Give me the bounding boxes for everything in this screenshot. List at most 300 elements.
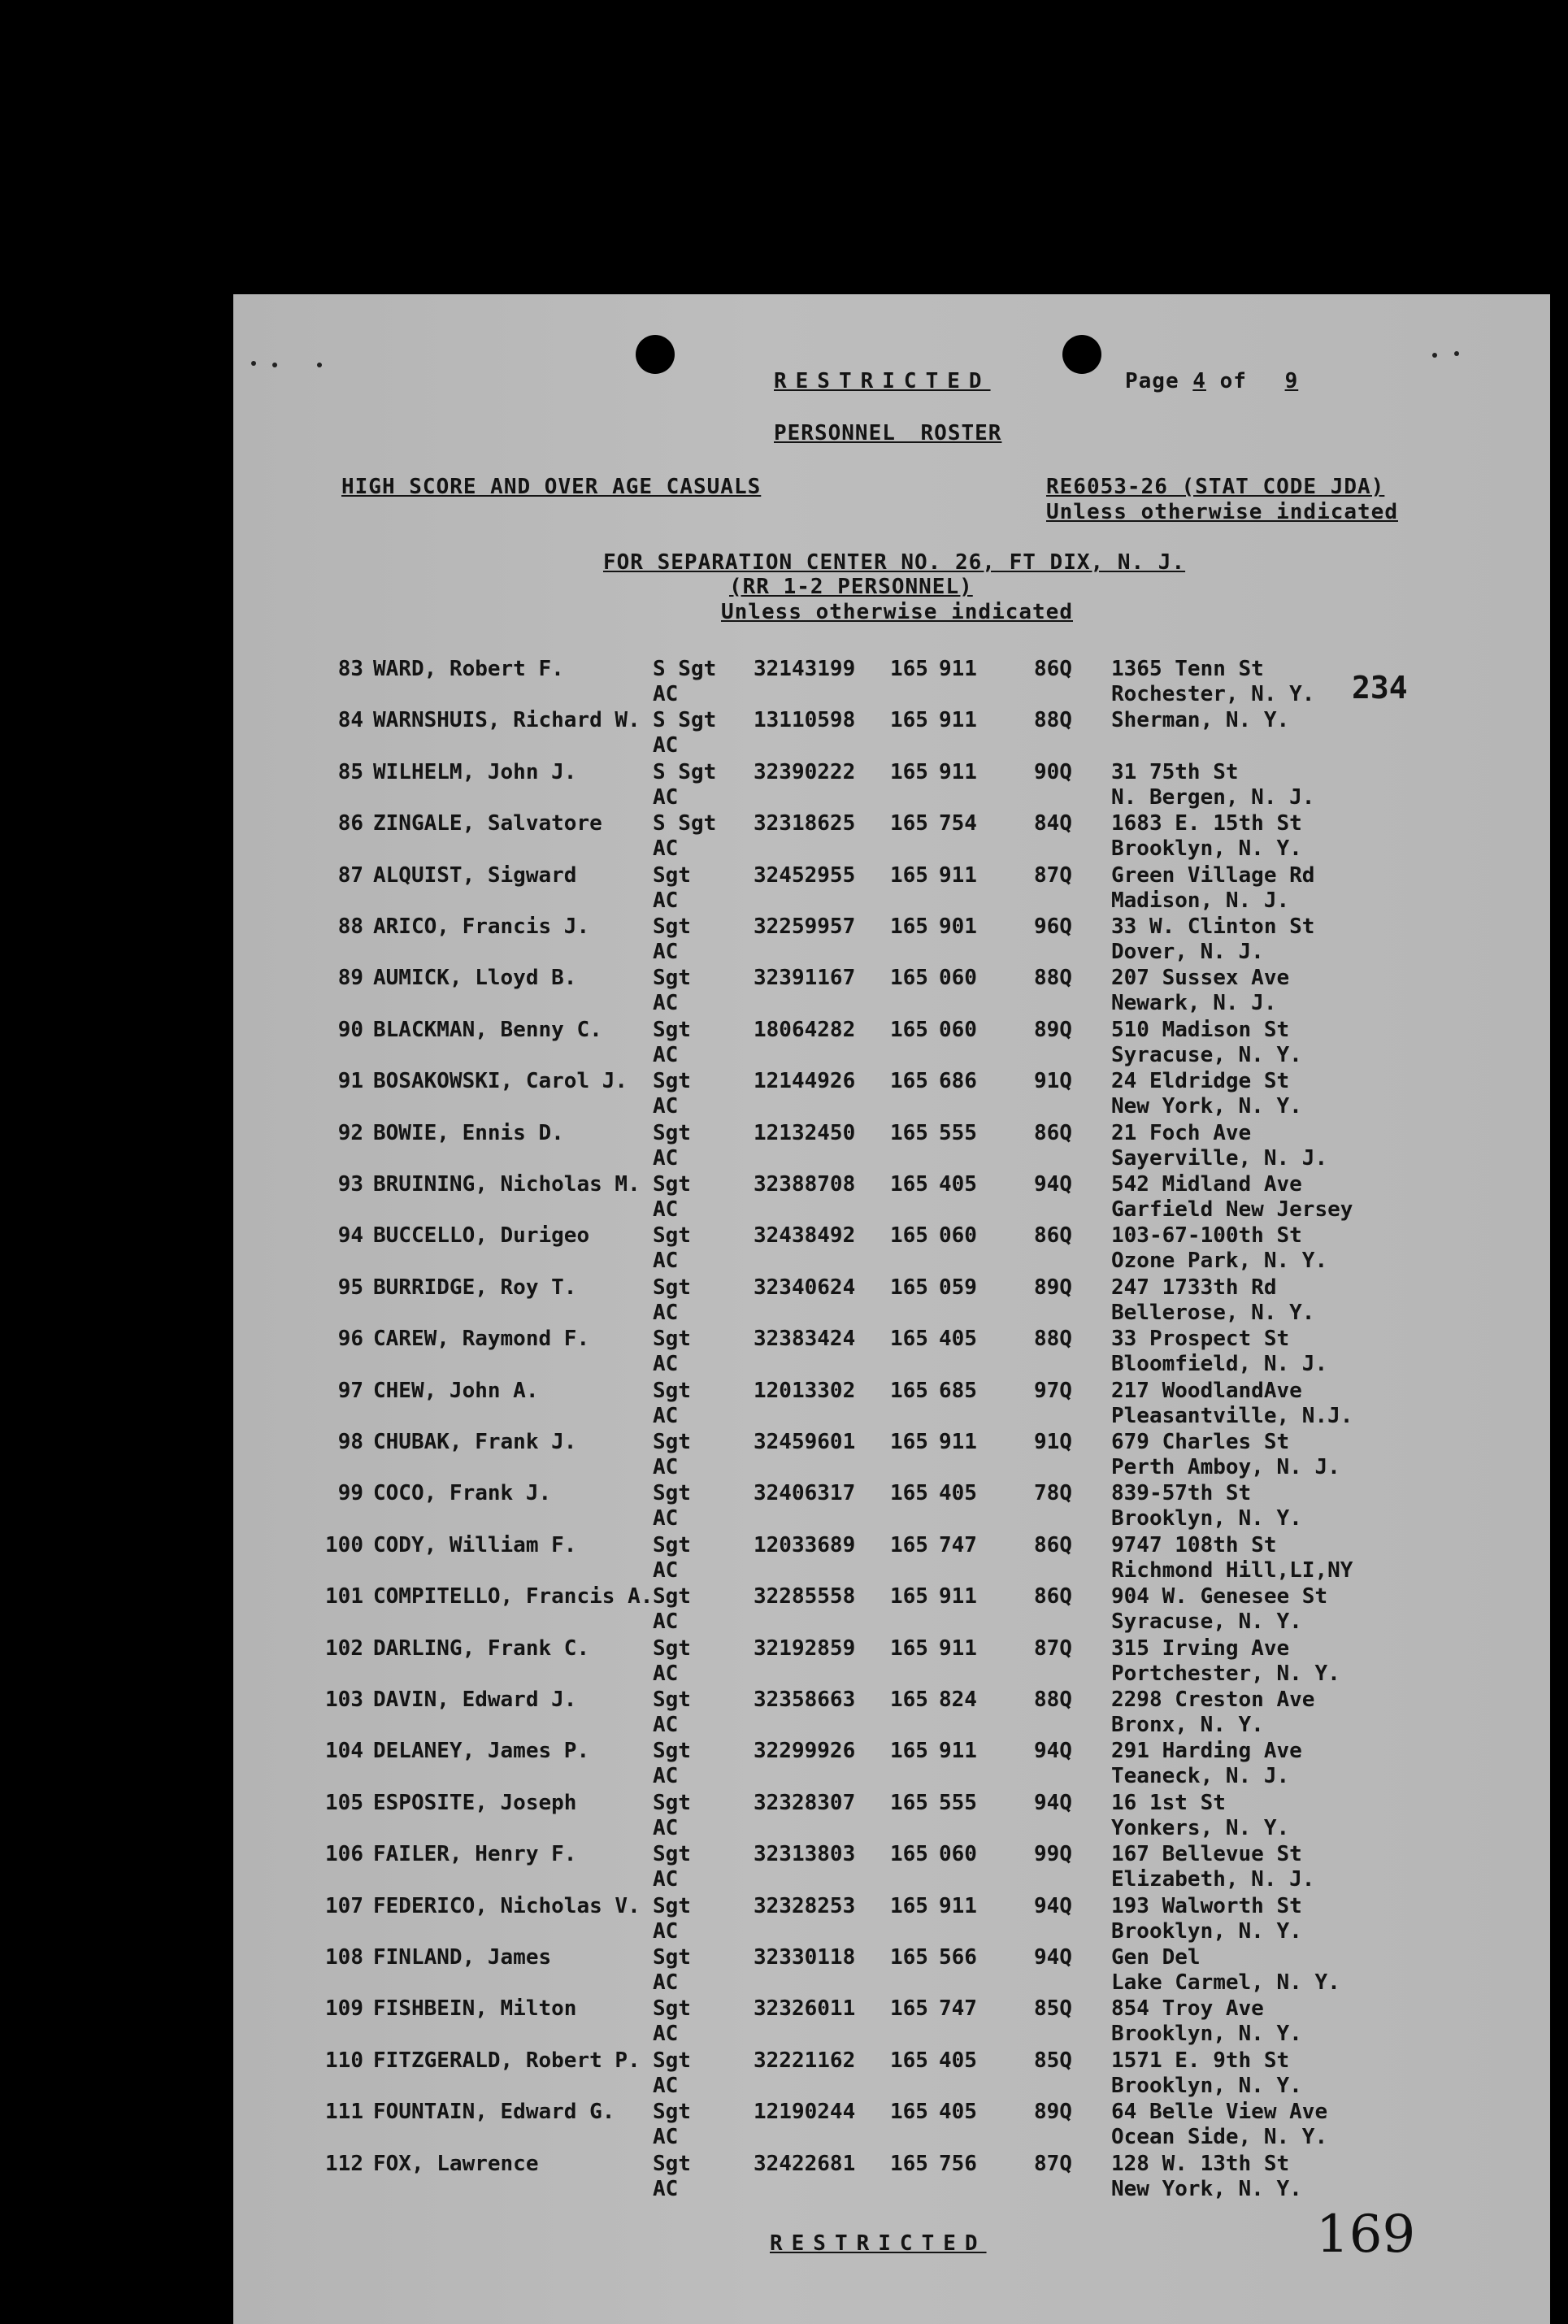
roster-address-line-1: 679 Charles St: [1111, 1430, 1290, 1454]
roster-code-2: 911: [939, 759, 977, 784]
roster-code-1: 165: [890, 1532, 928, 1557]
roster-serial: 12033689: [754, 1532, 856, 1557]
roster-number: 97: [337, 1378, 363, 1403]
roster-grade: Sgt: [653, 1945, 691, 1970]
roster-address-line-1: 904 W. Genesee St: [1111, 1584, 1328, 1609]
roster-grade: Sgt: [653, 1378, 691, 1403]
roster-number: 93: [337, 1172, 363, 1197]
roster-grade: Sgt: [653, 1120, 691, 1145]
roster-address-line-1: 103-67-100th St: [1111, 1223, 1302, 1249]
table-row: [233, 657, 1550, 708]
roster-address-line-2: Teaneck, N. J.: [1111, 1764, 1290, 1789]
roster-grade: Sgt: [653, 1790, 691, 1815]
roster-address-line-2: Elizabeth, N. J.: [1111, 1867, 1315, 1892]
roster-grade: Sgt: [653, 966, 691, 991]
roster-grade: Sgt: [653, 1172, 691, 1197]
roster-serial: 32388708: [754, 1172, 856, 1197]
table-row: [233, 708, 1550, 759]
roster-code-2: 911: [939, 1430, 977, 1454]
roster-code-3: 94Q: [1034, 1172, 1072, 1197]
roster-code-2: 060: [939, 966, 977, 991]
roster-address-line-1: Green Village Rd: [1111, 862, 1315, 888]
roster-code-2: 405: [939, 1481, 977, 1506]
roster-name: BRUINING, Nicholas M.: [373, 1172, 641, 1197]
roster-arm: AC: [653, 1557, 679, 1583]
roster-address-line-1: 33 W. Clinton St: [1111, 914, 1315, 939]
roster-arm: AC: [653, 1455, 679, 1479]
roster-grade: Sgt: [653, 862, 691, 888]
roster-code-1: 165: [890, 2151, 928, 2176]
roster-number: 90: [337, 1017, 363, 1042]
document-page: [233, 294, 1550, 2324]
table-row: [233, 1430, 1550, 1481]
roster-serial: 32391167: [754, 966, 856, 991]
roster-arm: AC: [653, 2176, 679, 2201]
roster-number: 106: [325, 1842, 363, 1867]
roster-code-2: 911: [939, 1635, 977, 1661]
page-label: Page: [1125, 369, 1179, 393]
roster-grade: Sgt: [653, 1069, 691, 1094]
roster-code-1: 165: [890, 1945, 928, 1970]
roster-code-2: 901: [939, 914, 977, 939]
roster-name: COCO, Frank J.: [373, 1481, 552, 1506]
roster-address-line-2: Ozone Park, N. Y.: [1111, 1249, 1328, 1274]
roster-name: FAILER, Henry F.: [373, 1842, 577, 1867]
roster-arm: AC: [653, 888, 679, 913]
table-row: [233, 1327, 1550, 1378]
roster-arm: AC: [653, 1403, 679, 1428]
roster-code-2: 911: [939, 1739, 977, 1764]
roster-address-line-1: Gen Del: [1111, 1945, 1201, 1970]
roster-code-3: 88Q: [1034, 1327, 1072, 1352]
roster-code-3: 86Q: [1034, 1532, 1072, 1557]
roster-grade: Sgt: [653, 1430, 691, 1454]
roster-grade: Sgt: [653, 914, 691, 939]
table-row: [233, 1379, 1550, 1430]
roster-code-2: 911: [939, 1893, 977, 1918]
roster-address-line-1: 1683 E. 15th St: [1111, 811, 1302, 836]
roster-code-3: 86Q: [1034, 1223, 1072, 1249]
roster-code-1: 165: [890, 966, 928, 991]
roster-code-3: 94Q: [1034, 1790, 1072, 1815]
roster-name: CHUBAK, Frank J.: [373, 1430, 577, 1454]
roster-serial: 32438492: [754, 1223, 856, 1249]
roster-number: 102: [325, 1635, 363, 1661]
table-row: [233, 1533, 1550, 1584]
roster-arm: AC: [653, 940, 679, 964]
roster-serial: 13110598: [754, 708, 856, 733]
page-number: 4: [1192, 369, 1206, 393]
roster-code-3: 86Q: [1034, 657, 1072, 681]
reference-code: RE6053-26 (STAT CODE JDA): [1046, 475, 1385, 499]
roster-serial: 32299926: [754, 1739, 856, 1764]
roster-code-3: 94Q: [1034, 1893, 1072, 1918]
roster-grade: Sgt: [653, 1275, 691, 1300]
roster-code-1: 165: [890, 1481, 928, 1506]
roster-code-1: 165: [890, 1275, 928, 1300]
roster-arm: AC: [653, 1970, 679, 1995]
table-row: [233, 1172, 1550, 1223]
roster-code-1: 165: [890, 1172, 928, 1197]
roster-address-line-1: 64 Belle View Ave: [1111, 2100, 1328, 2125]
roster-code-2: 405: [939, 1327, 977, 1352]
roster-code-3: 89Q: [1034, 2100, 1072, 2125]
table-row: [233, 1636, 1550, 1688]
roster-address-line-2: Pleasantville, N.J.: [1111, 1403, 1353, 1428]
roster-address-line-1: 247 1733th Rd: [1111, 1275, 1277, 1300]
roster-address-line-2: Lake Carmel, N. Y.: [1111, 1970, 1340, 1995]
roster-name: AUMICK, Lloyd B.: [373, 966, 577, 991]
destination-note: Unless otherwise indicated: [721, 600, 1073, 624]
roster-address-line-2: Perth Amboy, N. J.: [1111, 1455, 1340, 1479]
table-row: [233, 1069, 1550, 1120]
roster-number: 92: [337, 1120, 363, 1145]
roster-code-1: 165: [890, 1327, 928, 1352]
roster-code-2: 747: [939, 1532, 977, 1557]
roster-arm: AC: [653, 1764, 679, 1789]
roster-grade: Sgt: [653, 1739, 691, 1764]
roster-code-1: 165: [890, 1739, 928, 1764]
roster-number: 94: [337, 1223, 363, 1249]
roster-code-1: 165: [890, 811, 928, 836]
roster-code-1: 165: [890, 1635, 928, 1661]
roster-code-2: 405: [939, 2048, 977, 2073]
roster-code-2: 911: [939, 862, 977, 888]
roster-code-2: 747: [939, 1996, 977, 2022]
roster-arm: AC: [653, 836, 679, 862]
table-row: [233, 1018, 1550, 1069]
roster-address-line-2: Brooklyn, N. Y.: [1111, 1918, 1302, 1944]
roster-grade: Sgt: [653, 2151, 691, 2176]
roster-number: 89: [337, 966, 363, 991]
table-row: [233, 1842, 1550, 1893]
roster-code-2: 686: [939, 1069, 977, 1094]
roster-arm: AC: [653, 2073, 679, 2098]
roster-code-2: 060: [939, 1223, 977, 1249]
roster-name: DAVIN, Edward J.: [373, 1688, 577, 1712]
roster-serial: 12144926: [754, 1069, 856, 1094]
personnel-type: (RR 1-2 PERSONNEL): [729, 575, 973, 599]
roster-code-2: 911: [939, 708, 977, 733]
roster-serial: 32221162: [754, 2048, 856, 2073]
roster-name: BURRIDGE, Roy T.: [373, 1275, 577, 1300]
roster-code-1: 165: [890, 1069, 928, 1094]
roster-name: COMPITELLO, Francis A.: [373, 1584, 654, 1609]
roster-address-line-1: Sherman, N. Y.: [1111, 708, 1290, 733]
roster-serial: 32459601: [754, 1430, 856, 1454]
roster-arm: AC: [653, 1867, 679, 1892]
punch-hole: [636, 335, 675, 374]
roster-serial: 32422681: [754, 2151, 856, 2176]
roster-number: 100: [325, 1532, 363, 1557]
roster-serial: 18064282: [754, 1017, 856, 1042]
roster-address-line-2: Portchester, N. Y.: [1111, 1661, 1340, 1686]
table-row: [233, 2152, 1550, 2203]
roster-address-line-1: 315 Irving Ave: [1111, 1635, 1290, 1661]
roster-arm: AC: [653, 1094, 679, 1119]
roster-arm: AC: [653, 1661, 679, 1686]
roster-code-3: 87Q: [1034, 1635, 1072, 1661]
speck: [272, 363, 277, 367]
roster-arm: AC: [653, 1197, 679, 1222]
roster-arm: AC: [653, 1609, 679, 1635]
table-row: [233, 2048, 1550, 2100]
roster-arm: AC: [653, 2125, 679, 2150]
stamp-number: 234: [1352, 670, 1408, 706]
roster-code-3: 78Q: [1034, 1481, 1072, 1506]
roster-code-1: 165: [890, 862, 928, 888]
table-row: [233, 966, 1550, 1017]
roster-code-3: 89Q: [1034, 1017, 1072, 1042]
roster-address-line-1: 24 Eldridge St: [1111, 1069, 1290, 1094]
roster-address-line-2: Syracuse, N. Y.: [1111, 1609, 1302, 1635]
roster-code-1: 165: [890, 1790, 928, 1815]
table-row: [233, 1481, 1550, 1532]
roster-code-2: 555: [939, 1790, 977, 1815]
roster-grade: Sgt: [653, 1327, 691, 1352]
roster-number: 96: [337, 1327, 363, 1352]
roster-address-line-1: 854 Troy Ave: [1111, 1996, 1264, 2022]
table-row: [233, 811, 1550, 862]
roster-code-3: 96Q: [1034, 914, 1072, 939]
roster-grade: Sgt: [653, 1635, 691, 1661]
roster-code-3: 88Q: [1034, 966, 1072, 991]
roster-address-line-1: 839-57th St: [1111, 1481, 1252, 1506]
roster-serial: 32326011: [754, 1996, 856, 2022]
page-total: 9: [1284, 369, 1299, 393]
roster-address-line-2: Brooklyn, N. Y.: [1111, 1506, 1302, 1531]
roster-code-2: 911: [939, 657, 977, 681]
roster-number: 101: [325, 1584, 363, 1609]
roster-code-2: 911: [939, 1584, 977, 1609]
roster-address-line-1: 167 Bellevue St: [1111, 1842, 1302, 1867]
roster-address-line-1: 33 Prospect St: [1111, 1327, 1290, 1352]
reference-note: Unless otherwise indicated: [1046, 500, 1398, 524]
roster-arm: AC: [653, 991, 679, 1016]
roster-code-3: 87Q: [1034, 2151, 1072, 2176]
roster-name: FOX, Lawrence: [373, 2151, 539, 2176]
roster-code-3: 91Q: [1034, 1430, 1072, 1454]
roster-grade: S Sgt: [653, 708, 717, 733]
roster-number: 85: [337, 759, 363, 784]
table-row: [233, 1121, 1550, 1172]
roster-name: DARLING, Frank C.: [373, 1635, 590, 1661]
roster-code-3: 88Q: [1034, 708, 1072, 733]
roster-number: 107: [325, 1893, 363, 1918]
table-row: [233, 1223, 1550, 1275]
table-row: [233, 1945, 1550, 1996]
roster-grade: Sgt: [653, 1532, 691, 1557]
roster-serial: 32143199: [754, 657, 856, 681]
roster-name: ESPOSITE, Joseph: [373, 1790, 577, 1815]
table-row: [233, 1996, 1550, 2048]
roster-name: BOSAKOWSKI, Carol J.: [373, 1069, 628, 1094]
roster-number: 104: [325, 1739, 363, 1764]
roster-address-line-2: Ocean Side, N. Y.: [1111, 2125, 1328, 2150]
roster-name: DELANEY, James P.: [373, 1739, 590, 1764]
roster-code-1: 165: [890, 2100, 928, 2125]
roster-address-line-2: Bloomfield, N. J.: [1111, 1352, 1328, 1377]
roster-address-line-2: Bronx, N. Y.: [1111, 1713, 1264, 1737]
roster-grade: Sgt: [653, 1688, 691, 1712]
roster-address-line-2: N. Bergen, N. J.: [1111, 784, 1315, 810]
roster-address-line-1: 291 Harding Ave: [1111, 1739, 1302, 1764]
table-row: [233, 1275, 1550, 1327]
roster-arm: AC: [653, 1249, 679, 1274]
roster-code-3: 99Q: [1034, 1842, 1072, 1867]
roster-code-1: 165: [890, 1378, 928, 1403]
table-row: [233, 1688, 1550, 1739]
roster-code-1: 165: [890, 1430, 928, 1454]
roster-number: 109: [325, 1996, 363, 2022]
roster-code-3: 91Q: [1034, 1069, 1072, 1094]
roster-code-2: 756: [939, 2151, 977, 2176]
roster-arm: AC: [653, 784, 679, 810]
roster-number: 95: [337, 1275, 363, 1300]
roster-code-1: 165: [890, 759, 928, 784]
table-row: [233, 1584, 1550, 1635]
roster-code-3: 85Q: [1034, 2048, 1072, 2073]
roster-code-3: 86Q: [1034, 1120, 1072, 1145]
page-indicator: [1125, 369, 1339, 393]
roster-serial: 32192859: [754, 1635, 856, 1661]
table-row: [233, 914, 1550, 966]
roster-code-1: 165: [890, 1120, 928, 1145]
roster-arm: AC: [653, 1352, 679, 1377]
roster-address-line-2: Yonkers, N. Y.: [1111, 1815, 1290, 1840]
roster-name: CHEW, John A.: [373, 1378, 539, 1403]
roster-code-3: 84Q: [1034, 811, 1072, 836]
page-of-label: of: [1219, 369, 1247, 393]
roster-serial: 32328307: [754, 1790, 856, 1815]
roster-number: 87: [337, 862, 363, 888]
roster-number: 105: [325, 1790, 363, 1815]
roster-address-line-2: Rochester, N. Y.: [1111, 682, 1315, 706]
roster-code-2: 060: [939, 1017, 977, 1042]
roster-name: CODY, William F.: [373, 1532, 577, 1557]
roster-code-1: 165: [890, 1584, 928, 1609]
classification-top: RESTRICTED: [774, 369, 991, 393]
roster-name: WILHELM, John J.: [373, 759, 577, 784]
roster-address-line-2: Garfield New Jersey: [1111, 1197, 1353, 1222]
roster-address-line-1: 207 Sussex Ave: [1111, 966, 1290, 991]
roster-number: 112: [325, 2151, 363, 2176]
roster-number: 91: [337, 1069, 363, 1094]
roster-address-line-2: Dover, N. J.: [1111, 940, 1264, 964]
roster-name: BLACKMAN, Benny C.: [373, 1017, 602, 1042]
speck: [1432, 353, 1437, 358]
roster-arm: AC: [653, 1145, 679, 1171]
speck: [251, 361, 256, 366]
roster-name: FEDERICO, Nicholas V.: [373, 1893, 641, 1918]
table-row: [233, 1894, 1550, 1945]
roster-address-line-2: Madison, N. J.: [1111, 888, 1290, 913]
roster-grade: Sgt: [653, 2048, 691, 2073]
roster-arm: AC: [653, 1300, 679, 1325]
roster-serial: 32328253: [754, 1893, 856, 1918]
roster-arm: AC: [653, 2022, 679, 2047]
roster-name: BOWIE, Ennis D.: [373, 1120, 564, 1145]
roster-name: ZINGALE, Salvatore: [373, 811, 602, 836]
roster-grade: Sgt: [653, 1893, 691, 1918]
roster-code-1: 165: [890, 1688, 928, 1712]
roster-address-line-1: 217 WoodlandAve: [1111, 1378, 1302, 1403]
roster-address-line-1: 16 1st St: [1111, 1790, 1226, 1815]
roster-number: 99: [337, 1481, 363, 1506]
roster-address-line-2: Brooklyn, N. Y.: [1111, 2073, 1302, 2098]
roster-address-line-1: 9747 108th St: [1111, 1532, 1277, 1557]
roster-serial: 32383424: [754, 1327, 856, 1352]
roster-number: 110: [325, 2048, 363, 2073]
table-row: [233, 2100, 1550, 2151]
punch-hole: [1062, 335, 1101, 374]
roster-code-3: 94Q: [1034, 1945, 1072, 1970]
table-row: [233, 760, 1550, 811]
roster-address-line-1: 542 Midland Ave: [1111, 1172, 1302, 1197]
roster-arm: AC: [653, 1815, 679, 1840]
roster-code-3: 89Q: [1034, 1275, 1072, 1300]
roster-code-3: 86Q: [1034, 1584, 1072, 1609]
roster-code-1: 165: [890, 1842, 928, 1867]
roster-code-2: 566: [939, 1945, 977, 1970]
roster-serial: 12190244: [754, 2100, 856, 2125]
group-title: HIGH SCORE AND OVER AGE CASUALS: [341, 475, 762, 499]
roster-code-2: 824: [939, 1688, 977, 1712]
roster-number: 84: [337, 708, 363, 733]
roster-address-line-2: New York, N. Y.: [1111, 1094, 1302, 1119]
roster-serial: 32313803: [754, 1842, 856, 1867]
roster-serial: 32358663: [754, 1688, 856, 1712]
roster-code-2: 685: [939, 1378, 977, 1403]
roster-title: PERSONNEL ROSTER: [774, 421, 1002, 445]
roster-address-line-2: Brooklyn, N. Y.: [1111, 2022, 1302, 2047]
table-row: [233, 863, 1550, 914]
roster-code-3: 85Q: [1034, 1996, 1072, 2022]
roster-code-1: 165: [890, 1893, 928, 1918]
roster-address-line-2: Sayerville, N. J.: [1111, 1145, 1328, 1171]
roster-name: WARNSHUIS, Richard W.: [373, 708, 641, 733]
roster-address-line-2: Syracuse, N. Y.: [1111, 1042, 1302, 1067]
roster-code-2: 405: [939, 2100, 977, 2125]
roster-serial: 32340624: [754, 1275, 856, 1300]
roster-code-3: 97Q: [1034, 1378, 1072, 1403]
roster-arm: AC: [653, 682, 679, 706]
roster-number: 86: [337, 811, 363, 836]
roster-name: FISHBEIN, Milton: [373, 1996, 577, 2022]
roster-grade: S Sgt: [653, 811, 717, 836]
roster-code-2: 555: [939, 1120, 977, 1145]
roster-code-2: 405: [939, 1172, 977, 1197]
roster-name: ARICO, Francis J.: [373, 914, 590, 939]
roster-code-1: 165: [890, 1017, 928, 1042]
roster-address-line-1: 193 Walworth St: [1111, 1893, 1302, 1918]
roster-name: FOUNTAIN, Edward G.: [373, 2100, 615, 2125]
roster-address-line-1: 31 75th St: [1111, 759, 1239, 784]
roster-number: 83: [337, 657, 363, 681]
roster-code-3: 88Q: [1034, 1688, 1072, 1712]
destination-line: FOR SEPARATION CENTER NO. 26, FT DIX, N. J.: [603, 550, 1186, 575]
roster-arm: AC: [653, 1713, 679, 1737]
roster-number: 88: [337, 914, 363, 939]
roster-address-line-1: 510 Madison St: [1111, 1017, 1290, 1042]
roster-address-line-1: 128 W. 13th St: [1111, 2151, 1290, 2176]
roster-address-line-1: 21 Foch Ave: [1111, 1120, 1252, 1145]
roster-code-2: 060: [939, 1842, 977, 1867]
roster-address-line-1: 1571 E. 9th St: [1111, 2048, 1290, 2073]
table-row: [233, 1739, 1550, 1790]
roster-grade: Sgt: [653, 1223, 691, 1249]
roster-number: 98: [337, 1430, 363, 1454]
